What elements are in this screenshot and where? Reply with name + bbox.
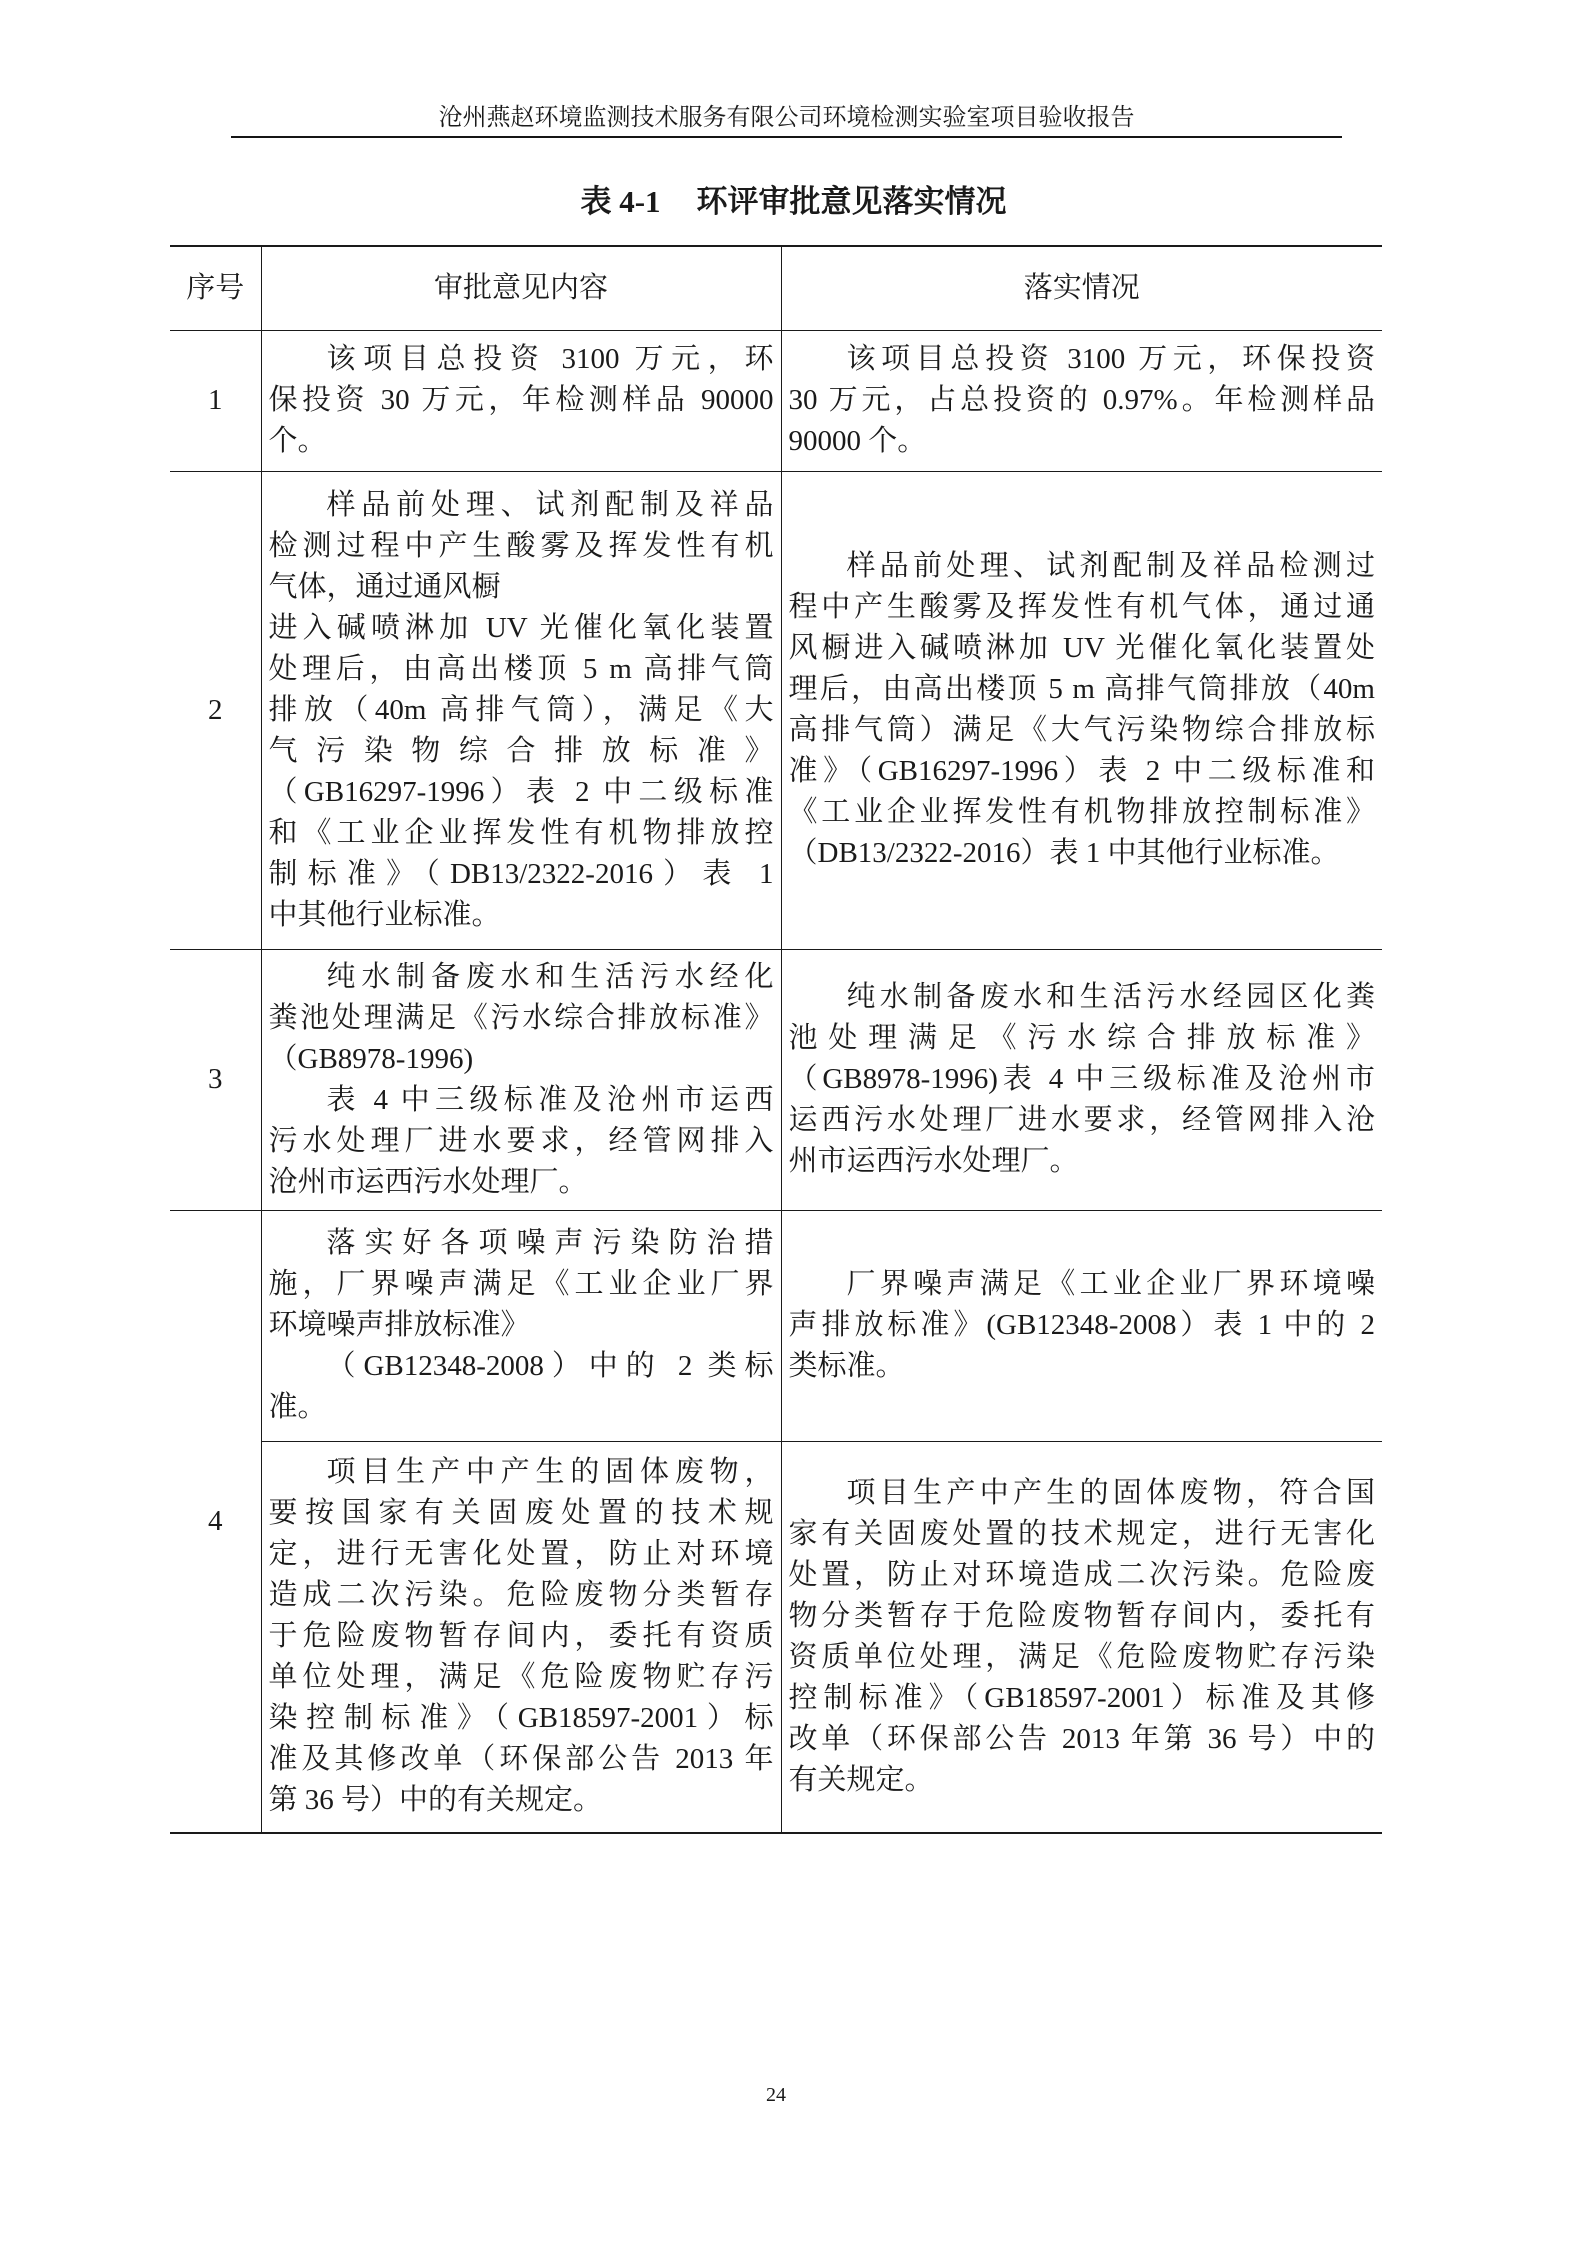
- implementation-text-line: 《工业企业挥发性有机物排放控制标准》: [788, 796, 1375, 828]
- opinion-text-line: 沧州市运西污水处理厂。: [268, 1165, 588, 1198]
- opinion-text-line: 制标准》（DB13/2322-2016）表 1: [268, 857, 774, 890]
- implementation-text-line: 家有关固废处置的技术规定，进行无害化: [788, 1517, 1375, 1550]
- opinion-text-line: 该项目总投资 3100 万元，环: [326, 343, 774, 375]
- implementation-cell: [781, 1210, 1382, 1441]
- implementation-text-line: 改单（环保部公告 2013 年第 36 号）中的: [788, 1722, 1375, 1755]
- opinion-text-line: 要按国家有关固废处置的技术规: [268, 1497, 774, 1530]
- opinion-text-line: 污水处理厂进水要求，经管网排入: [268, 1124, 774, 1157]
- table-header-row: [170, 246, 1382, 330]
- opinion-text-line: 个。: [268, 425, 327, 457]
- implementation-text-line: 物分类暂存于危险废物暂存间内，委托有: [788, 1599, 1375, 1632]
- implementation-text-line: （GB8978-1996)表 4 中三级标准及沧州市: [788, 1063, 1375, 1095]
- implementation-text-line: 控制标准》（GB18597-2001）标准及其修: [788, 1681, 1375, 1714]
- implementation-text-line: 样品前处理、试剂配制及祥品检测过: [846, 550, 1375, 582]
- opinion-text-line: 排放（40m 高排气筒），满足《大: [268, 693, 774, 726]
- page-number: 24: [766, 2084, 786, 2106]
- implementation-text-line: 池处理满足《污水综合排放标准》: [788, 1022, 1375, 1054]
- implementation-cell: [781, 1441, 1382, 1833]
- implementation-text-line: 声排放标准》(GB12348-2008）表 1 中的 2: [788, 1309, 1375, 1341]
- approval-opinion-table: [170, 245, 1382, 1834]
- opinion-text-line: 定，进行无害化处置，防止对环境: [268, 1538, 774, 1571]
- row-number: 3: [170, 949, 261, 1210]
- opinion-text-line: 样品前处理、试剂配制及祥品: [326, 488, 774, 521]
- table-number: 表 4-1: [580, 184, 661, 219]
- opinion-text-line: （GB12348-2008）中的 2 类标: [326, 1350, 774, 1382]
- implementation-text-line: 纯水制备废水和生活污水经园区化粪: [846, 981, 1375, 1013]
- table-row: [170, 330, 1382, 471]
- opinion-text-line: 于危险废物暂存间内，委托有资质: [268, 1620, 774, 1653]
- report-header: 沧州燕赵环境监测技术服务有限公司环境检测实验室项目验收报告: [438, 105, 1135, 131]
- opinion-cell: [261, 471, 781, 949]
- table-row: [170, 471, 1382, 949]
- implementation-text-line: 州市运西污水处理厂。: [788, 1145, 1079, 1177]
- table-body: [170, 330, 1382, 1833]
- opinion-text-line: 表 4 中三级标准及沧州市运西: [326, 1083, 774, 1116]
- opinion-text-line: 纯水制备废水和生活污水经化: [326, 960, 774, 993]
- opinion-text-line: 气污染物综合排放标准》: [268, 734, 774, 767]
- implementation-text-line: 准》（GB16297-1996）表 2 中二级标准和: [788, 755, 1375, 787]
- opinion-text-line: 中其他行业标准。: [268, 898, 501, 931]
- opinion-text-line: 保投资 30 万元，年检测样品 90000: [268, 384, 774, 416]
- row-number: 1: [170, 330, 261, 471]
- table-caption: [0, 180, 1587, 224]
- implementation-text-line: 项目生产中产生的固体废物，符合国: [846, 1476, 1375, 1509]
- opinion-text-line: 第 36 号）中的有关规定。: [268, 1784, 603, 1817]
- table-row: [170, 1210, 1382, 1441]
- implementation-text-line: 运西污水处理厂进水要求，经管网排入沧: [788, 1104, 1375, 1136]
- implementation-text-line: 有关规定。: [788, 1763, 934, 1796]
- opinion-cell: [261, 1441, 781, 1833]
- implementation-text-line: 类标准。: [788, 1350, 905, 1382]
- opinion-text-line: 单位处理，满足《危险废物贮存污: [268, 1661, 774, 1694]
- table-title: 环评审批意见落实情况: [696, 184, 1007, 219]
- opinion-text-line: 气体，通过通风橱: [268, 570, 501, 603]
- opinion-text-line: 项目生产中产生的固体废物，: [326, 1456, 774, 1489]
- opinion-text-line: 和《工业企业挥发性有机物排放控: [268, 816, 774, 849]
- implementation-text-line: 程中产生酸雾及挥发性有机气体，通过通: [788, 591, 1375, 623]
- row-number: 2: [170, 471, 261, 949]
- implementation-text-line: 90000 个。: [788, 425, 927, 457]
- opinion-text-line: 环境噪声排放标准》: [268, 1309, 530, 1341]
- implementation-text-line: 30 万元，占总投资的 0.97%。年检测样品: [788, 384, 1375, 416]
- implementation-text-line: 理后，由高出楼顶 5 m 高排气筒排放（40m: [788, 673, 1375, 705]
- opinion-text-line: （GB8978-1996): [268, 1042, 474, 1075]
- opinion-text-line: 准及其修改单（环保部公告 2013 年: [268, 1743, 774, 1776]
- implementation-text-line: 高排气筒）满足《大气污染物综合排放标: [788, 714, 1375, 746]
- opinion-cell: [261, 949, 781, 1210]
- opinion-text-line: 染控制标准》（GB18597-2001）标: [268, 1702, 774, 1735]
- opinion-text-line: 造成二次污染。危险废物分类暂存: [268, 1579, 774, 1612]
- implementation-text-line: （DB13/2322-2016）表 1 中其他行业标准。: [788, 837, 1340, 869]
- implementation-text-line: 厂界噪声满足《工业企业厂界环境噪: [846, 1268, 1375, 1300]
- opinion-text-line: （GB16297-1996）表 2 中二级标准: [268, 775, 774, 808]
- table-row: [170, 1441, 1382, 1833]
- opinion-text-line: 施，厂界噪声满足《工业企业厂界: [268, 1268, 774, 1300]
- row-number: 4: [170, 1210, 261, 1833]
- opinion-text-line: 处理后，由高出楼顶 5 m 高排气筒: [268, 652, 774, 685]
- implementation-text-line: 风橱进入碱喷淋加 UV 光催化氧化装置处: [788, 632, 1375, 664]
- header-rule: [231, 136, 1342, 138]
- implementation-cell: [781, 949, 1382, 1210]
- opinion-text-line: 准。: [268, 1391, 327, 1423]
- implementation-text-line: 资质单位处理，满足《危险废物贮存污染: [788, 1640, 1375, 1673]
- column-header-number: 序号: [170, 246, 261, 330]
- opinion-text-line: 粪池处理满足《污水综合排放标准》: [268, 1001, 774, 1034]
- opinion-text-line: 检测过程中产生酸雾及挥发性有机: [268, 529, 774, 562]
- opinion-cell: [261, 330, 781, 471]
- opinion-cell: [261, 1210, 781, 1441]
- implementation-text-line: 处置，防止对环境造成二次污染。危险废: [788, 1558, 1375, 1591]
- implementation-cell: [781, 471, 1382, 949]
- column-header-implementation: 落实情况: [1023, 271, 1140, 304]
- implementation-cell: [781, 330, 1382, 471]
- table-row: [170, 949, 1382, 1210]
- opinion-text-line: 落实好各项噪声污染防治措: [326, 1227, 774, 1259]
- implementation-text-line: 该项目总投资 3100 万元，环保投资: [846, 343, 1375, 375]
- column-header-opinion: 审批意见内容: [261, 246, 781, 330]
- opinion-text-line: 进入碱喷淋加 UV 光催化氧化装置: [268, 611, 774, 644]
